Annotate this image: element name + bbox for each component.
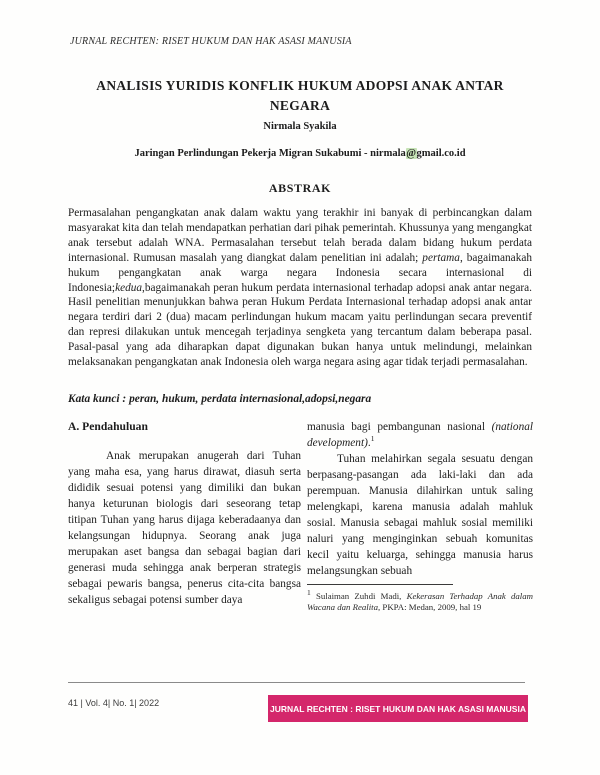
section-heading-pendahuluan: A. Pendahuluan	[68, 420, 148, 433]
paragraph: Tuhan melahirkan segala sesuatu dengan berpasang-pasangan ada laki-laki dan ada perempuan. Manusia dilahirkan untuk saling melengkapi, karena manusia adalah mahluk sosial. Manusia sebagai mahluk sosial memiliki naluri yang menginginkan sebuah komunitas kecil yaitu keluarga, sehingga manusia harus melangsungkan sebuah	[307, 453, 533, 577]
footnote-segment: Sulaiman Zuhdi Madi,	[310, 591, 407, 601]
author-affiliation	[0, 148, 600, 159]
abstract-segment: , bagaimanakah hukum pengangkatan anak warga negara Indonesia secara internasional di Indonesia;	[68, 251, 533, 294]
abstract-segment-italic: kedua	[115, 281, 143, 294]
author-name: Nirmala Syakila	[263, 121, 337, 132]
footnote-marker: 1	[307, 588, 311, 598]
text-segment: manusia bagi pembangunan nasional	[307, 421, 492, 433]
column-left	[68, 419, 301, 608]
footnote-segment-italic: Kekerasan Terhadap Anak dalam Wacana dan Realita	[307, 591, 533, 613]
footnote-ref: 1	[370, 434, 375, 444]
affiliation-email-domain: gmail.co.id	[416, 148, 466, 159]
abstract-segment: ,bagaimanakah peran hukum perdata internasional terhadap adopsi anak antar negara. Hasil penelitian menunjukkan bahwa peran Hukum Perdata Internasional terhadap adopsi anak antar negara terdiri dari 2 (dua) macam perlindungan hukum macam yaitu perlindungan secara preventif dan represi dilakukan untuk mencegah terjadinya sengketa yang tercantum dalam beberapa pasal. Pasal-pasal yang ada diharapkan dapat digunakan bukan hanya untuk melindungi, melainkan melaksanakan pengangkatan anak Indonesia oleh warga negara asing agar tidak terjadi permasalahan.	[68, 281, 532, 369]
email-at-highlight: @	[406, 148, 417, 159]
abstract-segment-italic: pertama	[422, 251, 460, 264]
column-right	[307, 419, 533, 579]
footnote-segment: , PKPA: Medan, 2009, hal 19	[378, 602, 482, 613]
abstract-text	[68, 206, 532, 370]
keywords-line: Kata kunci : peran, hukum, perdata internasional,adopsi,negara	[68, 393, 372, 405]
paragraph: Anak merupakan anugerah dari Tuhan yang maha esa, yang harus dirawat, diasuh serta dididik sesuai potensi yang dimiliki dan bukan hanya keturunan biologis dari seseorang tetap titipan Tuhan yang harus dijaga keberadaanya dan kelangsungan hidupnya. Seorang anak juga merupakan aset bangsa dan sebagai bagian dari generasi muda sehingga anak berperan strategis sebagai pewaris bangsa, penerus cita-cita bangsa sekaligus sebagai potensi sumber daya	[68, 450, 301, 606]
abstract-segment: Permasalahan pengangkatan anak dalam waktu yang terakhir ini banyak di perbincangkan dalam masyarakat kita dan telah mendapatkan perhatian dari pihak pemerintah. Khussunya yang mengangkat anak tersebut adalah WNA. Permasalahan tersebut telah berada dalam bidang hukum perdata internasional. Rumusan masalah yang diangkat dalam penelitian ini adalah;	[68, 207, 532, 264]
footnote	[307, 588, 533, 614]
article-title: ANALISIS YURIDIS KONFLIK HUKUM ADOPSI ANAK ANTAR NEGARA	[96, 78, 504, 113]
footnote-separator	[307, 584, 453, 585]
paragraph-continuation	[307, 419, 533, 451]
text-segment-italic: (national development)	[307, 421, 533, 449]
page-number-info: 41 | Vol. 4| No. 1| 2022	[68, 698, 160, 708]
running-head: JURNAL RECHTEN: RISET HUKUM DAN HAK ASASI MANUSIA	[70, 36, 352, 47]
abstract-heading: ABSTRAK	[268, 181, 332, 195]
text-segment: .	[367, 437, 371, 449]
affiliation-text: Jaringan Perlindungan Pekerja Migran Sukabumi - nirmala	[134, 148, 406, 159]
journal-footer-banner: JURNAL RECHTEN : RISET HUKUM DAN HAK ASASI MANUSIA	[268, 695, 528, 722]
footer-rule	[68, 682, 525, 683]
